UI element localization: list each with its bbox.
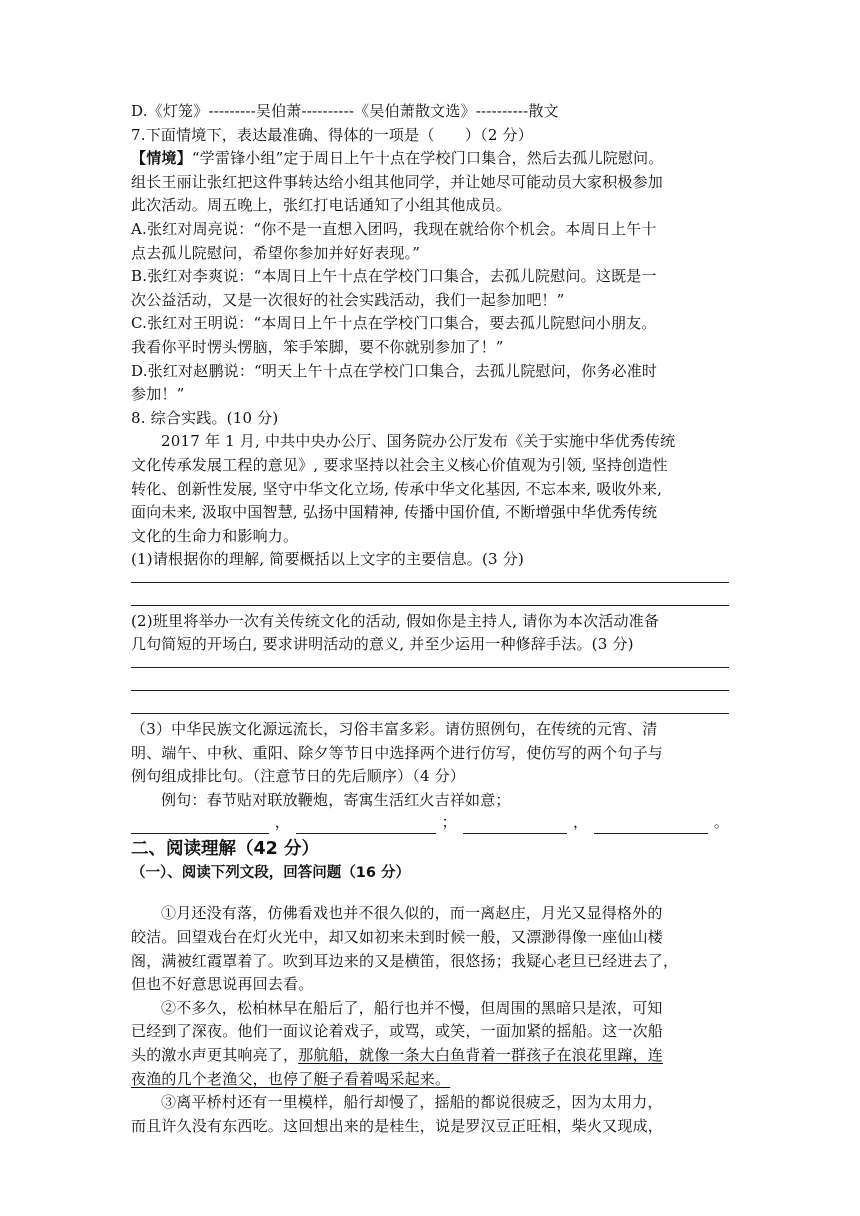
reading-p1-line: 阁，满被红霞罩着了。吹到耳边来的又是横笛，很悠扬；我疑心老旦已经进去了， [131, 951, 679, 970]
fill-blank[interactable] [131, 816, 269, 834]
q7-option-c: C.张红对王明说：“本周日上午十点在学校门口集合，要去孤儿院慰问小朋友。 [131, 314, 657, 333]
q8-sub2-prompt-cont: 几句简短的开场白, 要求讲明活动的意义, 并至少运用一种修辞手法。(3 分) [131, 635, 634, 654]
underlined-sentence: 那航船，就像一条大白鱼背着一群孩子在浪花里蹿，连 [298, 1046, 664, 1064]
reading-p2-line: 头的激水声更其响亮了，那航船，就像一条大白鱼背着一群孩子在浪花里蹿，连 [131, 1046, 664, 1064]
q8-sub3-prompt-cont: 明、端午、中秋、重阳、除夕等节日中选择两个进行仿写，使仿写的两个句子与 [131, 743, 664, 762]
q7-option-d: D.张红对赵鹏说：“明天上午十点在学校门口集合，去孤儿院慰问，你务必准时 [131, 361, 658, 380]
reading-p2-line: 已经到了深夜。他们一面议论着戏子，或骂，或笑，一面加紧的摇船。这一次船 [131, 1022, 664, 1041]
exam-page [131, 100, 729, 1138]
q8-passage-line: 2017 年 1 月, 中共中央办公厅、国务院办公厅发布《关于实施中华优秀传统 [161, 432, 676, 451]
q8-passage-line: 面向未来, 汲取中国智慧, 弘扬中国精神, 传播中国价值, 不断增强中华优秀传统 [131, 503, 658, 522]
q8-sub1-prompt: (1)请根据你的理解, 简要概括以上文字的主要信息。(3 分) [131, 550, 525, 569]
fill-blank[interactable] [463, 816, 567, 834]
q6-option-d: D.《灯笼》---------吴伯萧----------《吴伯萧散文选》----------散文 [131, 102, 559, 120]
reading-p1-line: ①月还没有落，仿佛看戏也并不很久似的，而一离赵庄，月光又显得格外的 [161, 904, 663, 923]
fill-blank[interactable] [594, 816, 708, 834]
section2-part1-title: （一）、阅读下列文段，回答问题（16 分） [131, 865, 410, 882]
q7-option-d-cont: 参加！” [131, 385, 185, 404]
q8-sub3-example: 例句：春节贴对联放鞭炮，寄寓生活红火吉祥如意； [161, 790, 511, 809]
q8-passage-line: 文化的生命力和影响力。 [131, 526, 299, 545]
reading-p1-line: 但也不好意思说再回去看。 [131, 975, 314, 994]
reading-p3-line: 而且许久没有东西吃。这回想出来的是桂生，说是罗汉豆正旺相，柴火又现成， [131, 1116, 664, 1135]
q7-option-b: B.张红对李爽说：“本周日上午十点在学校门口集合，去孤儿院慰问。这既是一 [131, 267, 657, 286]
q7-context-line: 组长王丽让张红把这件事转达给小组其他同学，并让她尽可能动员大家积极参加 [131, 172, 664, 191]
q8-sub3-prompt: （3）中华民族文化源远流长，习俗丰富多彩。请仿照例句，在传统的元宵、清 [131, 720, 658, 739]
q8-sub1-answer-line[interactable] [131, 605, 729, 606]
q8-passage-line: 转化、创新性发展, 坚守中华文化立场, 传承中华文化基因, 不忘本来, 吸收外来, [131, 479, 663, 498]
q7-option-a-cont: 点去孤儿院慰问，希望你参加并好好表现。” [131, 243, 421, 262]
q7-option-a: A.张红对周亮说：“你不是一直想入团吗，我现在就给你个机会。本周日上午十 [131, 219, 657, 238]
underlined-sentence: 夜渔的几个老渔父，也停了艇子看着喝采起来。 [131, 1069, 451, 1088]
q8-passage-line: 文化传承发展工程的意见》, 要求坚持以社会主义核心价值观为引领, 坚持创造性 [131, 455, 668, 474]
reading-p2-line: ②不多久，松柏林早在船后了，船行也并不慢，但周围的黑暗只是浓，可知 [161, 998, 663, 1017]
q8-sub2-prompt: (2)班里将举办一次有关传统文化的活动, 假如你是主持人, 请你为本次活动准备 [131, 611, 660, 630]
q7-context-label: 【情境】 [131, 149, 192, 168]
reading-p1-line: 皎洁。回望戏台在灯火光中，却又如初来未到时候一般，又漂渺得像一座仙山楼 [131, 928, 664, 947]
q8-sub2-answer-line[interactable] [131, 713, 729, 714]
section2-title: 二、阅读理解（42 分） [131, 839, 319, 860]
reading-p3-line: ③离平桥村还有一里模样，船行却慢了，摇船的都说很疲乏，因为太用力， [161, 1093, 663, 1112]
q7-context-line: 【情境】“学雷锋小组”定于周日上午十点在学校门口集合，然后去孤儿院慰问。 [131, 149, 664, 168]
q8-sub3-blanks: ， ； ， 。 [131, 812, 729, 834]
q8-sub3-prompt-cont: 例句组成排比句。（注意节日的先后顺序）（4 分） [131, 767, 466, 786]
q7-option-b-cont: 次公益活动，又是一次很好的社会实践活动，我们一起参加吧！” [131, 290, 565, 309]
q7-option-c-cont: 我看你平时愣头愣脑，笨手笨脚，要不你就别参加了！” [131, 337, 504, 356]
q7-stem: 7.下面情境下，表达最准确、得体的一项是（ ）（2 分） [131, 125, 533, 144]
q7-context-line: 此次活动。周五晚上，张红打电话通知了小组其他成员。 [131, 196, 512, 215]
q8-stem: 8. 综合实践。(10 分) [131, 408, 279, 427]
reading-p2-line [131, 1068, 729, 1092]
fill-blank[interactable] [296, 816, 436, 834]
